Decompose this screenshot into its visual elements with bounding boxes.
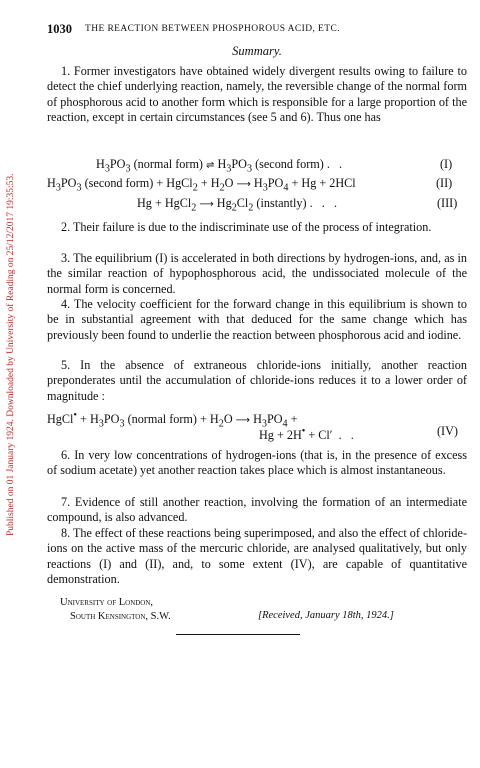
running-title: THE REACTION BETWEEN PHOSPHOROUS ACID, ETC. — [85, 24, 340, 34]
summary-point-8: 8. The effect of these reactions being superimposed, and also the effect of chloride-ions on the active mass of the mercuric chloride, are analysed qualitatively, but only reactions (I) and (II), and, to some extent (IV), are capable of quantitative demonstration. — [47, 526, 467, 587]
summary-point-1: 1. Former investigators have obtained widely divergent results owing to failure to detect the chief underlying reaction, namely, the reversible change of the normal form of phosphorous acid to another form which is responsible for a large proportion of the reaction, except in certain circumstances (see 5 and 6). Thus one has — [47, 64, 467, 125]
equation-4-label: (IV) — [437, 424, 458, 438]
equation-4-line-1: HgCl• + $H_3PO_3$ (normal form) + $H_2O$ ⟶ $H_3PO_4$ + — [47, 410, 298, 430]
end-rule — [176, 634, 300, 635]
equation-4-line-2: Hg + 2H• + Cl′ . . — [259, 426, 354, 443]
download-notice: Published on 01 January 1924. Downloaded by University of Reading on 25/12/2017 19:35:53. — [6, 173, 16, 536]
reaction-arrow-icon: ⟶ — [199, 199, 214, 210]
eq2-second-form-note: (second form) — [84, 176, 154, 190]
summary-point-3: 3. The equilibrium (I) is accelerated in both directions by hydrogen-ions, and, as in the similar reaction of hypophosphorous acid, the undissociated molecule of the normal form is concerned. — [47, 251, 467, 296]
equation-3-label: (III) — [437, 196, 458, 210]
eq3-instantly-note: (instantly) — [256, 196, 307, 210]
summary-point-2: 2. Their failure is due to the indiscriminate use of the process of integration. — [61, 220, 432, 234]
equation-1: $H_3PO_3$ (normal form) ⇌ $H_3PO_3$ (second form) . . — [96, 157, 343, 175]
institution-line-1: University of London, — [60, 597, 154, 608]
reaction-arrow-icon: ⟶ — [235, 415, 251, 427]
eq4-normal-form-note: (normal form) — [127, 412, 197, 427]
reaction-arrow-icon: ⟶ — [236, 179, 251, 190]
page-number: 1030 — [47, 22, 72, 36]
institution-line-2: South Kensington, S.W. — [70, 611, 171, 622]
author-institution — [60, 596, 171, 624]
received-date: [Received, January 18th, 1924.] — [258, 610, 394, 621]
summary-point-7: 7. Evidence of still another reaction, involving the formation of an intermediate compound, is also advanced. — [47, 495, 467, 525]
summary-point-4: 4. The velocity coefficient for the forward change in this equilibrium is shown to be in substantial agreement with that deduced for the same change which has previously been found to underlie the reaction between phosphorous acid and iodine. — [47, 297, 467, 342]
equation-2: $H_3PO_3$ (second form) + HgCl$_2$ + $H_2O$ ⟶ $H_3PO_4 + Hg + 2HCl$ — [47, 176, 356, 194]
running-header — [47, 22, 452, 38]
equation-3: Hg + HgCl$_2$ ⟶ $Hg_2Cl_2$ (instantly) . . . — [137, 196, 337, 214]
summary-point-5: 5. In the absence of extraneous chloride-ions initially, another reaction preponderates until the accumulation of chloride-ions reduces it to a lower order of magnitude : — [47, 358, 467, 403]
equation-1-label: (I) — [440, 157, 453, 171]
equation-2-label: (II) — [436, 176, 453, 190]
section-heading: Summary. — [232, 44, 282, 58]
equilibrium-arrow-icon: ⇌ — [206, 160, 215, 171]
eq1-second-form-note: (second form) — [255, 157, 324, 171]
summary-point-6: 6. In very low concentrations of hydrogen-ions (that is, in the presence of excess of sodium acetate) yet another reaction takes place which is almost instantaneous. — [47, 448, 467, 478]
eq1-normal-form-note: (normal form) — [133, 157, 203, 171]
